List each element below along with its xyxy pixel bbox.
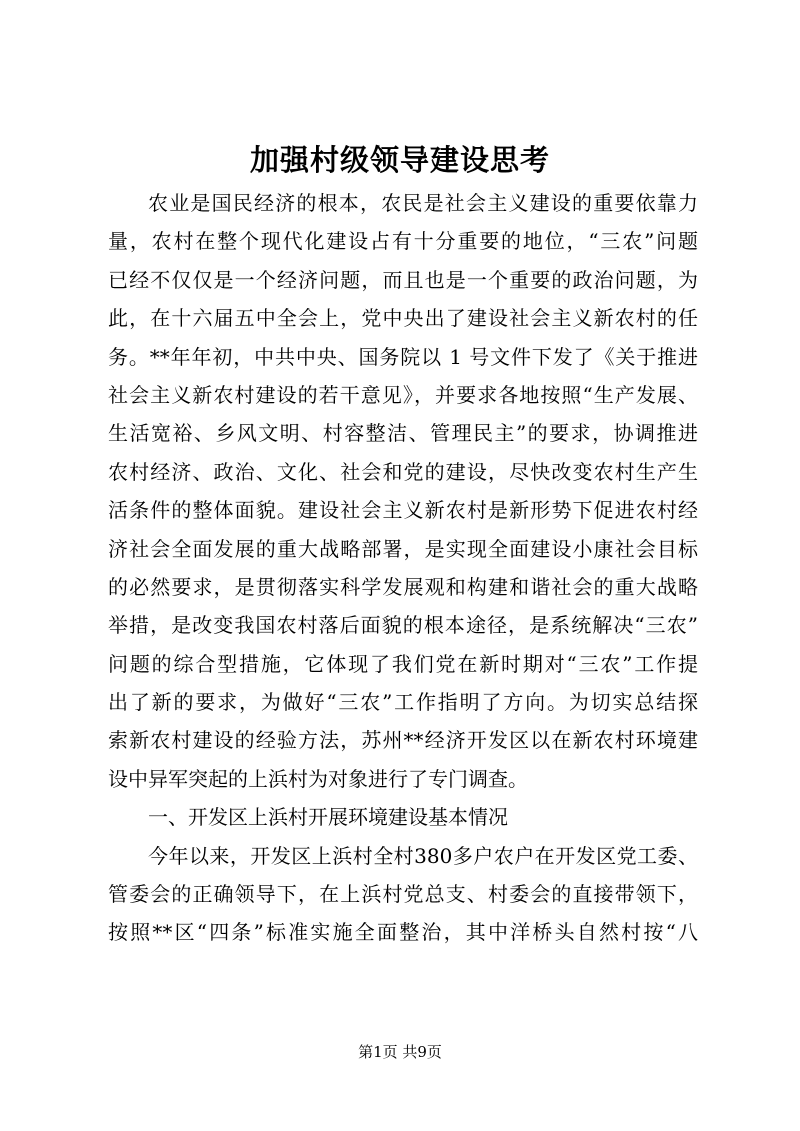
paragraph-line: 济社会全面发展的重大战略部署，是实现全面建设小康社会目标 <box>108 536 698 561</box>
paragraph-line: 今年以来，开发区上浜村全村380多户农户在开发区党工委、 <box>148 843 698 868</box>
paragraph-line: 社会主义新农村建设的若干意见》，并要求各地按照“生产发展、 <box>108 382 698 407</box>
paragraph-line: 此，在十六届五中全会上，党中央出了建设社会主义新农村的任 <box>108 306 698 331</box>
paragraph-line: 管委会的正确领导下，在上浜村党总支、村委会的直接带领下， <box>108 882 698 907</box>
paragraph-line: 索新农村建设的经验方法，苏州**经济开发区以在新农村环境建 <box>108 728 698 753</box>
paragraph-line: 农村经济、政治、文化、社会和党的建设，尽快改变农村生产生 <box>108 459 698 484</box>
paragraph-line: 出了新的要求，为做好“三农”工作指明了方向。为切实总结探 <box>108 690 698 715</box>
document-body <box>108 184 698 952</box>
paragraph-line: 设中异军突起的上浜村为对象进行了专门调查。 <box>108 766 528 791</box>
paragraph-line: 按照**区“四条”标准实施全面整治，其中洋桥头自然村按“八 <box>108 920 698 945</box>
paragraph-line: 生活宽裕、乡风文明、村容整洁、管理民主”的要求，协调推进 <box>108 421 698 446</box>
paragraph-line: 量，农村在整个现代化建设占有十分重要的地位，“三农”问题 <box>108 229 698 254</box>
paragraph-line: 的必然要求，是贯彻落实科学发展观和构建和谐社会的重大战略 <box>108 574 698 599</box>
paragraph-line: 已经不仅仅是一个经济问题，而且也是一个重要的政治问题，为 <box>108 267 698 292</box>
section-heading: 一、开发区上浜村开展环境建设基本情况 <box>148 805 508 830</box>
page-footer: 第1页 共9页 <box>358 1043 442 1061</box>
paragraph-line: 农业是国民经济的根本，农民是社会主义建设的重要依靠力 <box>148 191 698 215</box>
paragraph-line: 举措，是改变我国农村落后面貌的根本途径，是系统解决“三农” <box>108 613 698 638</box>
paragraph-line: 问题的综合型措施，它体现了我们党在新时期对“三农”工作提 <box>108 651 698 676</box>
paragraph-line: 活条件的整体面貌。建设社会主义新农村是新形势下促进农村经 <box>108 498 698 523</box>
paragraph-line: 务。**年年初，中共中央、国务院以 1 号文件下发了《关于推进 <box>108 344 698 369</box>
document-title: 加强村级领导建设思考 <box>249 143 550 177</box>
